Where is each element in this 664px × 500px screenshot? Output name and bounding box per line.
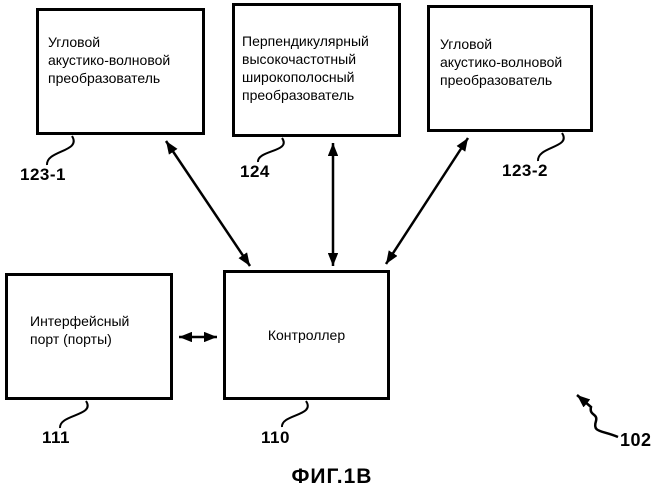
box-perpendicular-hf-broadband-transducer <box>232 3 401 137</box>
leader-ref-111 <box>60 401 88 428</box>
leader-ref-110 <box>282 401 308 427</box>
box-text-line: Угловой <box>440 36 493 52</box>
ref-label-123-1: 123-1 <box>20 165 66 184</box>
box-text-line: акустико-волновой <box>48 52 171 68</box>
system-pointer-arrow-102 <box>577 395 618 437</box>
figure-caption: ФИГ.1В <box>291 465 373 488</box>
arrow-transducer2-controller <box>386 138 468 264</box>
box-interface-port <box>5 273 173 400</box>
box-text-line: преобразователь <box>48 70 161 86</box>
ref-label-123-2: 123-2 <box>502 161 548 180</box>
box-text-line: широкополосный <box>242 69 355 85</box>
leader-ref-123-1 <box>47 136 74 165</box>
box-text-line: Угловой <box>48 34 101 50</box>
box-controller <box>223 270 390 400</box>
leader-ref-123-2 <box>538 133 564 161</box>
ref-label-111: 111 <box>42 428 70 447</box>
leader-ref-124 <box>258 138 284 162</box>
box-text-line: Контроллер <box>267 327 346 343</box>
box-text-line: акустико-волновой <box>440 54 563 70</box>
box-angled-acoustic-wave-transducer-1 <box>36 8 205 135</box>
box-text-line: порт (порты) <box>30 331 112 347</box>
box-angled-acoustic-wave-transducer-2 <box>427 5 593 132</box>
box-text-line: преобразователь <box>242 87 355 103</box>
ref-label-110: 110 <box>261 428 290 447</box>
box-text-line: преобразователь <box>440 72 553 88</box>
arrow-transducer1-controller <box>166 141 250 266</box>
box-text-line: Перпендикулярный <box>242 33 369 49</box>
box-text-line: Интерфейсный <box>30 313 130 329</box>
ref-label-102: 102 <box>620 430 652 450</box>
box-text-line: высокочастотный <box>242 51 357 67</box>
ref-label-124: 124 <box>240 162 270 181</box>
